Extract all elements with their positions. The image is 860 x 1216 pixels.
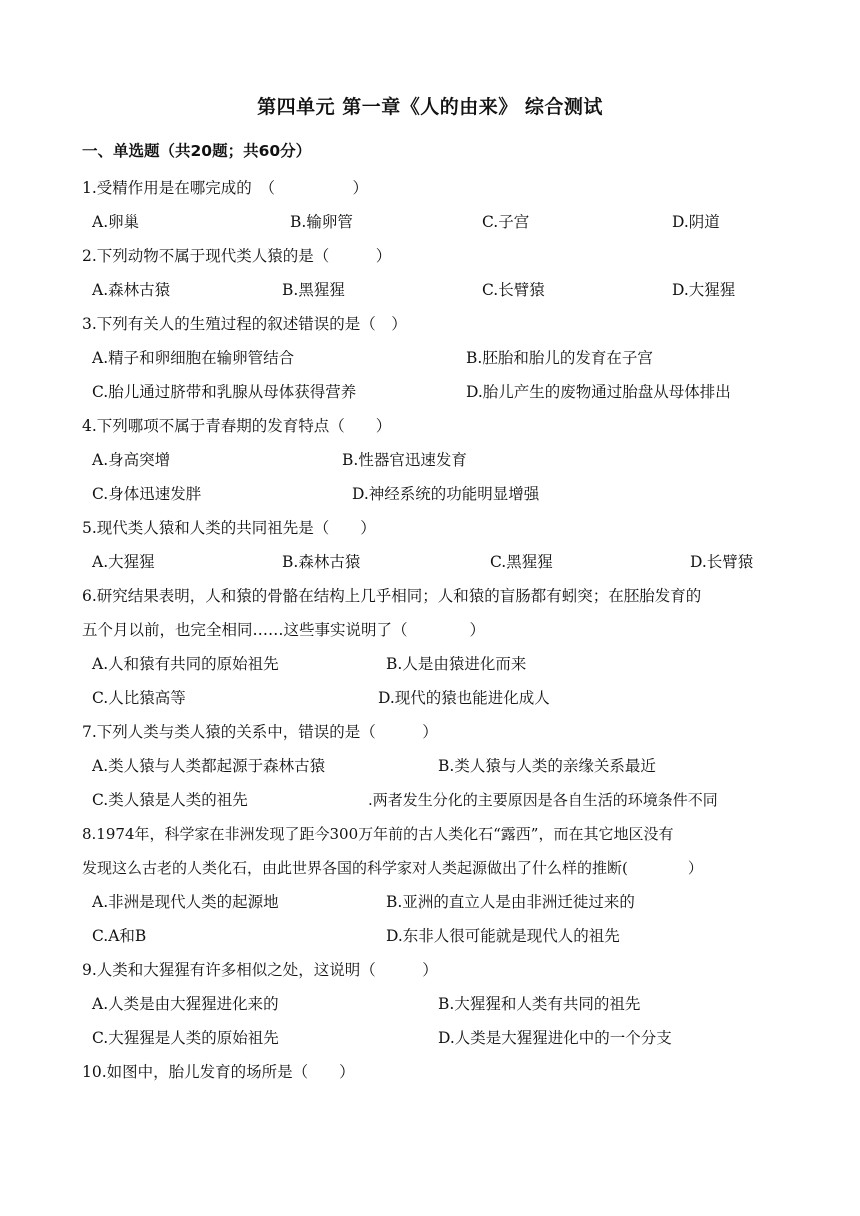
q1-option-a[interactable]: A.卵巢 (92, 213, 140, 231)
q7-option-c[interactable]: C.类人猿是人类的祖先 (92, 791, 248, 809)
q9-option-c[interactable]: C.大猩猩是人类的原始祖先 (92, 1029, 279, 1047)
question-2-stem: 2.下列动物不属于现代类人猿的是（ ） (82, 247, 392, 265)
q4-option-b[interactable]: B.性器官迅速发育 (342, 451, 467, 469)
q9-option-b[interactable]: B.大猩猩和人类有共同的祖先 (438, 995, 641, 1013)
question-4-stem: 4.下列哪项不属于青春期的发育特点（ ） (82, 417, 392, 435)
section-heading: 一、单选题（共20题；共60分） (82, 142, 312, 160)
q2-option-b[interactable]: B.黑猩猩 (282, 281, 345, 299)
q4-option-c[interactable]: C.身体迅速发胖 (92, 485, 202, 503)
q6-option-a[interactable]: A.人和猿有共同的原始祖先 (92, 655, 279, 673)
q8-option-b[interactable]: B.亚洲的直立人是由非洲迁徙过来的 (386, 893, 635, 911)
q5-option-d[interactable]: D.长臂猿 (690, 553, 754, 571)
q4-option-a[interactable]: A.身高突增 (92, 451, 171, 469)
q5-option-a[interactable]: A.大猩猩 (92, 553, 155, 571)
q1-option-b[interactable]: B.输卵管 (290, 213, 353, 231)
q5-option-c[interactable]: C.黑猩猩 (490, 553, 553, 571)
q3-option-b[interactable]: B.胚胎和胎儿的发育在子宫 (466, 349, 653, 367)
q8-option-c[interactable]: C.A和B (92, 927, 147, 945)
q6-option-b[interactable]: B.人是由猿进化而来 (386, 655, 527, 673)
question-6-stem-line-1: 6.研究结果表明，人和猿的骨骼在结构上几乎相同；人和猿的盲肠都有蚓突；在胚胎发育的 (82, 587, 702, 605)
q2-option-a[interactable]: A.森林古猿 (92, 281, 171, 299)
q3-option-c[interactable]: C.胎儿通过脐带和乳腺从母体获得营养 (92, 383, 357, 401)
q4-option-d[interactable]: D.神经系统的功能明显增强 (352, 485, 540, 503)
q7-option-b[interactable]: B.类人猿与人类的亲缘关系最近 (438, 757, 656, 775)
question-7-stem: 7.下列人类与类人猿的关系中，错误的是（ ） (82, 723, 438, 741)
q3-option-a[interactable]: A.精子和卵细胞在输卵管结合 (92, 349, 295, 367)
q6-option-d[interactable]: D.现代的猿也能进化成人 (378, 689, 550, 707)
question-6-stem-line-2: 五个月以前，也完全相同……这些事实说明了（ ） (82, 621, 486, 639)
question-9-stem: 9.人类和大猩猩有许多相似之处，这说明（ ） (82, 961, 438, 979)
q2-option-d[interactable]: D.大猩猩 (672, 281, 736, 299)
question-3-stem: 3.下列有关人的生殖过程的叙述错误的是（ ） (82, 315, 407, 333)
q6-option-c[interactable]: C.人比猿高等 (92, 689, 186, 707)
q5-option-b[interactable]: B.森林古猿 (282, 553, 361, 571)
question-8-stem-line-1: 8.1974年，科学家在非洲发现了距今300万年前的古人类化石“露西”，而在其它地区没有 (82, 825, 674, 843)
q9-option-a[interactable]: A.人类是由大猩猩进化来的 (92, 995, 279, 1013)
q7-option-a[interactable]: A.类人猿与人类都起源于森林古猿 (92, 757, 326, 775)
question-10-stem: 10.如图中，胎儿发育的场所是（ ） (82, 1063, 355, 1081)
q1-option-d[interactable]: D.阴道 (672, 213, 720, 231)
q2-option-c[interactable]: C.长臂猿 (482, 281, 545, 299)
q9-option-d[interactable]: D.人类是大猩猩进化中的一个分支 (438, 1029, 672, 1047)
question-1-stem: 1.受精作用是在哪完成的 （ ） (82, 179, 369, 197)
q3-option-d[interactable]: D.胎儿产生的废物通过胎盘从母体排出 (466, 383, 731, 401)
q1-option-c[interactable]: C.子宫 (482, 213, 530, 231)
page-title: 第四单元 第一章《人的由来》 综合测试 (257, 96, 603, 118)
q8-option-d[interactable]: D.东非人很可能就是现代人的祖先 (386, 927, 620, 945)
q8-option-a[interactable]: A.非洲是现代人类的起源地 (92, 893, 279, 911)
question-8-stem-line-2: 发现这么古老的人类化石，由此世界各国的科学家对人类起源做出了什么样的推断( ） (82, 859, 703, 877)
q7-option-d[interactable]: .两者发生分化的主要原因是各自生活的环境条件不同 (368, 791, 718, 809)
question-5-stem: 5.现代类人猿和人类的共同祖先是（ ） (82, 519, 376, 537)
